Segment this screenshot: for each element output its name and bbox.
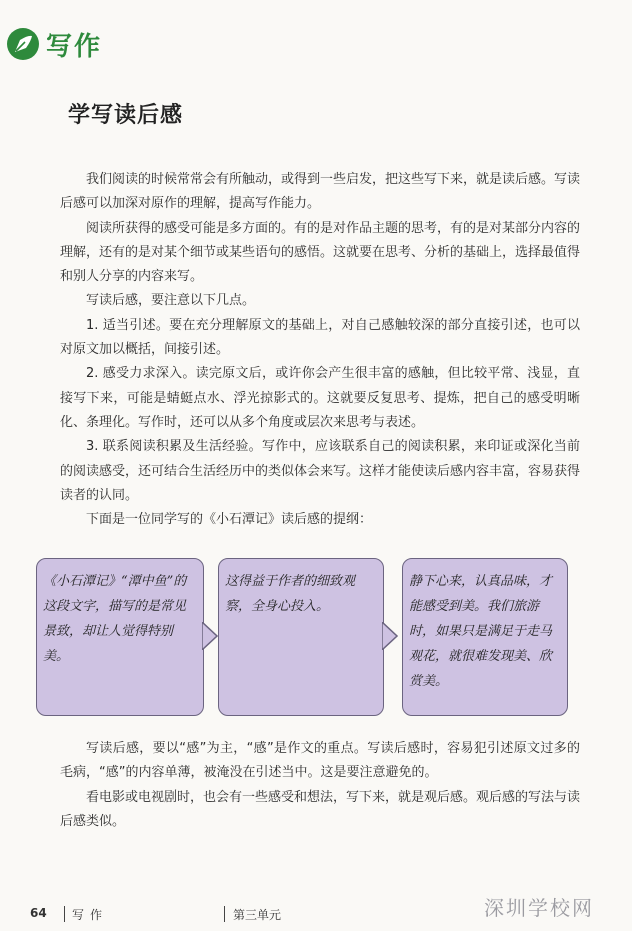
arrow-right-icon [382, 622, 398, 650]
paragraph: 看电影或电视剧时，也会有一些感受和想法，写下来，就是观后感。观后感的写法与读后感类似。 [60, 789, 581, 829]
paragraph: 1. 适当引述。要在充分理解原文的基础上，对自己感触较深的部分直接引述，也可以对原文加以概括，间接引述。 [60, 317, 580, 358]
paragraph: 下面是一位同学写的《小石潭记》读后感的提纲： [86, 512, 373, 528]
outline-box-text: 《小石潭记》“潭中鱼”的这段文字，描写的是常见景致，却让人觉得特别美。 [43, 574, 187, 664]
paragraph: 阅读所获得的感受可能是多方面的。有的是对作品主题的思考，有的是对某部分内容的理解，还有的是对某个细节或某些语句的感悟。这就要在思考、分析的基础上，选择最值得和别人分享的内容来写。 [60, 220, 581, 285]
outline-box-text: 静下心来，认真品味，才能感受到美。我们旅游时，如果只是满足于走马观花，就很难发现美、欣赏美。 [409, 574, 553, 689]
paragraph: 2. 感受力求深入。读完原文后，或许你会产生很丰富的感触，但比较平常、浅显，直接写下来，可能是蜻蜓点水、浮光掠影式的。这就要反复思考、提炼，把自己的感受明晰化、条理化。写作时，还可以从多个角度或层次来思考与表述。 [60, 366, 580, 430]
page-title: 学写读后感 [68, 103, 184, 128]
page-header [0, 0, 632, 80]
outline-box-3 [402, 558, 568, 716]
paragraph: 我们阅读的时候常常会有所触动，或得到一些启发，把这些写下来，就是读后感。写读后感可以加深对原作的理解，提高写作能力。 [60, 172, 581, 212]
watermark: 深圳学校网 [484, 896, 594, 920]
page-footer [0, 898, 632, 931]
divider [224, 906, 225, 922]
paragraph: 3. 联系阅读积累及生活经验。写作中，应该联系自己的阅读积累，来印证或深化当前的阅读感受，还可结合生活经历中的类似体会来写。这样才能使读后感内容丰富，容易获得读者的认同。 [60, 439, 581, 503]
body-text [60, 168, 580, 532]
closing-text [60, 737, 580, 834]
outline-box-2 [218, 558, 384, 716]
outline-box-1 [36, 558, 204, 716]
page-number: 64 [30, 906, 47, 920]
section-title: 写作 [46, 32, 103, 62]
pen-nib-icon [6, 27, 40, 61]
footer-section: 写作 [72, 908, 109, 922]
outline-box-text: 这得益于作者的细致观察，全身心投入。 [225, 574, 356, 614]
arrow-right-icon [202, 622, 218, 650]
footer-unit: 第三单元 [233, 908, 282, 922]
outline-flow [36, 558, 570, 718]
paragraph: 写读后感，要注意以下几点。 [86, 293, 256, 309]
paragraph: 写读后感，要以“感”为主，“感”是作文的重点。写读后感时，容易犯引述原文过多的毛病，“感”的内容单薄，被淹没在引述当中。这是要注意避免的。 [60, 741, 580, 781]
divider [64, 906, 65, 922]
